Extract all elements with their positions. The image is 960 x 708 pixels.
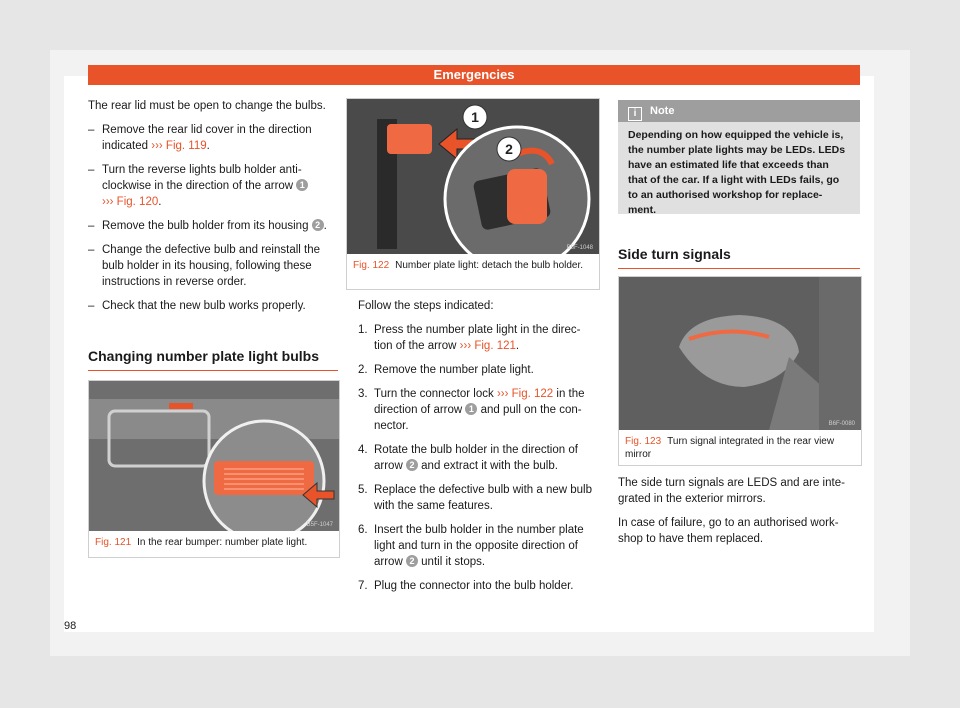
callout-badge: 2 [312, 219, 324, 231]
list-item: – Turn the reverse lights bulb holder anti-clockwise in the direction of the arrow 1 ››› Fig. 120. [88, 162, 338, 210]
paragraph: The side turn signals are LEDS and are inte-grated in the exterior mirrors. [618, 477, 845, 505]
figure-122 [346, 98, 600, 290]
left-column [88, 98, 338, 322]
callout-badge: 2 [406, 555, 418, 567]
callout-badge: 1 [465, 403, 477, 415]
steps-list [358, 322, 598, 594]
figure-caption: Fig. 123 Turn signal integrated in the rear view mirror [625, 436, 835, 460]
figure-label: Fig. 122 [353, 260, 390, 271]
intro-text: Follow the steps indicated: [358, 300, 494, 312]
list-item: – Change the defective bulb and reinstall the bulb holder in its housing, following these instructions in reverse order. [88, 242, 338, 290]
callout-badge: 2 [406, 459, 418, 471]
bulb-holder-illustration [347, 99, 599, 254]
list-item: 1. Press the number plate light in the direc-tion of the arrow ››› Fig. 121. [358, 324, 581, 352]
note-title: Note [650, 105, 675, 117]
section-header: Emergencies [88, 65, 860, 85]
figure-image [89, 381, 339, 531]
info-icon: i [628, 107, 642, 121]
figure-image [619, 277, 861, 430]
page-number: 98 [64, 620, 77, 632]
list-item: 2. Remove the number plate light. [358, 364, 534, 376]
figure-link[interactable]: ››› Fig. 122 [496, 388, 554, 400]
list-item: 7. Plug the connector into the bulb holder. [358, 580, 574, 592]
right-column [618, 475, 860, 555]
figure-caption: Fig. 121 In the rear bumper: number plate light. [95, 537, 308, 548]
middle-column [358, 298, 598, 602]
note-header [618, 100, 860, 122]
figure-image [347, 99, 599, 254]
figure-link[interactable]: ››› Fig. 119 [151, 140, 207, 152]
figure-link[interactable]: ››› Fig. 121 [459, 340, 516, 352]
list-item: – Check that the new bulb works properly. [88, 298, 338, 314]
figure-label: Fig. 121 [95, 537, 132, 548]
list-item: 6. Insert the bulb holder in the number plate light and turn in the opposite direction of arrow 2 until it stops. [358, 524, 584, 568]
callout-badge: 1 [296, 179, 308, 191]
list-item: 5. Replace the defective bulb with a new bulb with the same features. [358, 484, 593, 512]
figure-code: B6F-0080 [828, 421, 855, 427]
figure-121 [88, 380, 340, 558]
figure-code: B5F-1047 [306, 522, 333, 528]
figure-label: Fig. 123 [625, 436, 662, 447]
side-mirror-illustration [619, 277, 861, 430]
section-heading: Side turn signals [618, 246, 731, 262]
figure-caption: Fig. 122 Number plate light: detach the bulb holder. [353, 260, 584, 271]
list-item: 4. Rotate the bulb holder in the direction of arrow 2 and extract it with the bulb. [358, 444, 578, 472]
section-heading-block [88, 348, 338, 371]
paragraph: In case of failure, go to an authorised work-shop to have them replaced. [618, 517, 839, 545]
callout-1: 1 [471, 109, 479, 125]
figure-link[interactable]: ››› Fig. 120 [102, 196, 159, 208]
section-heading-block [618, 246, 860, 269]
list-item: – Remove the rear lid cover in the direction indicated ››› Fig. 119. [88, 122, 338, 154]
note-body: Depending on how equipped the vehicle is, the number plate lights may be LEDs. LEDs have an estimated life that exceeds than that of the car. If a light with LEDs fails, go to an authorised workshop for replace-ment. [628, 129, 846, 216]
figure-code: B5F-1048 [566, 245, 593, 251]
note-box [618, 100, 860, 214]
list-item: – Remove the bulb holder from its housing 2 . [88, 218, 338, 234]
callout-2: 2 [505, 141, 513, 157]
list-item: 3. Turn the connector lock ››› Fig. 122 in the direction of arrow 1 and pull on the con-nector. [358, 388, 585, 432]
intro-text: The rear lid must be open to change the bulbs. [88, 100, 326, 112]
number-plate-light-illustration [89, 381, 339, 531]
figure-123 [618, 276, 862, 466]
section-heading: Changing number plate light bulbs [88, 348, 319, 364]
